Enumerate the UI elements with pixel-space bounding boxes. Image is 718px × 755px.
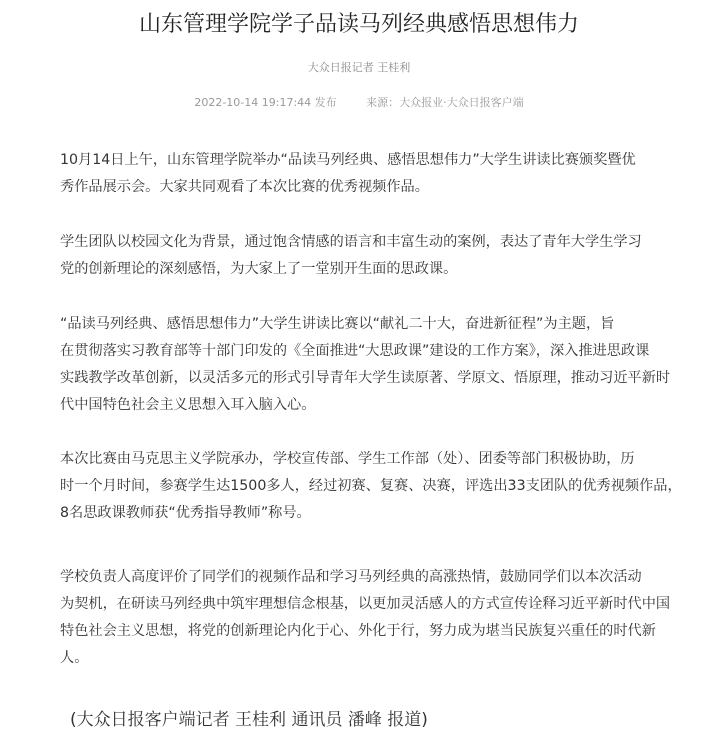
paragraph-line: 实践教学改革创新，以灵活多元的形式引导青年大学生读原著、学原文、悟原理，推动习近平新时 — [60, 370, 671, 386]
page-title: 山东管理学院学子品读马列经典感悟思想伟力 — [138, 12, 579, 37]
paragraph-line: 10月14日上午，山东管理学院举办“品读马列经典、感悟思想伟力”大学生讲读比赛颁奖暨优 — [60, 152, 636, 168]
publish-time: 2022-10-14 19:17:44 发布 — [194, 96, 337, 109]
paragraph-line: 为契机，在研读马列经典中筑牢理想信念根基，以更加灵活感人的方式宣传诠释习近平新时代中国 — [60, 596, 671, 612]
paragraph — [60, 147, 700, 201]
paragraph-line: “品读马列经典、感悟思想伟力”大学生讲读比赛以“献礼二十大，奋进新征程”为主题，旨 — [60, 316, 615, 332]
paragraph-line: 学生团队以校园文化为背景，通过饱含情感的语言和丰富生动的案例，表达了青年大学生学习 — [60, 234, 642, 250]
paragraph-line: 秀作品展示会。大家共同观看了本次比赛的优秀视频作品。 — [60, 179, 429, 195]
paragraph-line: 代中国特色社会主义思想入耳入脑入心。 — [60, 397, 316, 413]
paragraph-line: 人。 — [60, 650, 89, 666]
paragraph — [60, 564, 700, 672]
paragraph-line: 在贯彻落实习教育部等十部门印发的《全面推进“大思政课”建设的工作方案》，深入推进思政课 — [60, 343, 650, 359]
paragraph-line: 学校负责人高度评价了同学们的视频作品和学习马列经典的高涨热情，鼓励同学们以本次活动 — [60, 569, 642, 585]
source: 来源：大众报业·大众日报客户端 — [366, 96, 524, 109]
paragraph — [60, 229, 700, 283]
paragraph — [60, 446, 700, 527]
paragraph-line: 党的创新理论的深刻感悟，为大家上了一堂别开生面的思政课。 — [60, 261, 458, 277]
paragraph-line: 8名思政课教师获“优秀指导教师”称号。 — [60, 505, 311, 521]
paragraph — [60, 311, 700, 419]
paragraph-line: 本次比赛由马克思主义学院承办，学校宣传部、学生工作部（处）、团委等部门积极协助，历 — [60, 451, 635, 467]
reporter-credit: (大众日报客户端记者 王桂利 通讯员 潘峰 报道) — [70, 710, 428, 730]
paragraph-line: 时一个月时间，参赛学生达1500多人，经过初赛、复赛、决赛，评选出33支团队的优秀视频作品， — [60, 478, 682, 494]
article-meta — [0, 95, 718, 111]
byline: 大众日报记者 王桂利 — [307, 61, 411, 74]
paragraph-line: 特色社会主义思想，将党的创新理论内化于心、外化于行，努力成为堪当民族复兴重任的时代新 — [60, 623, 656, 639]
